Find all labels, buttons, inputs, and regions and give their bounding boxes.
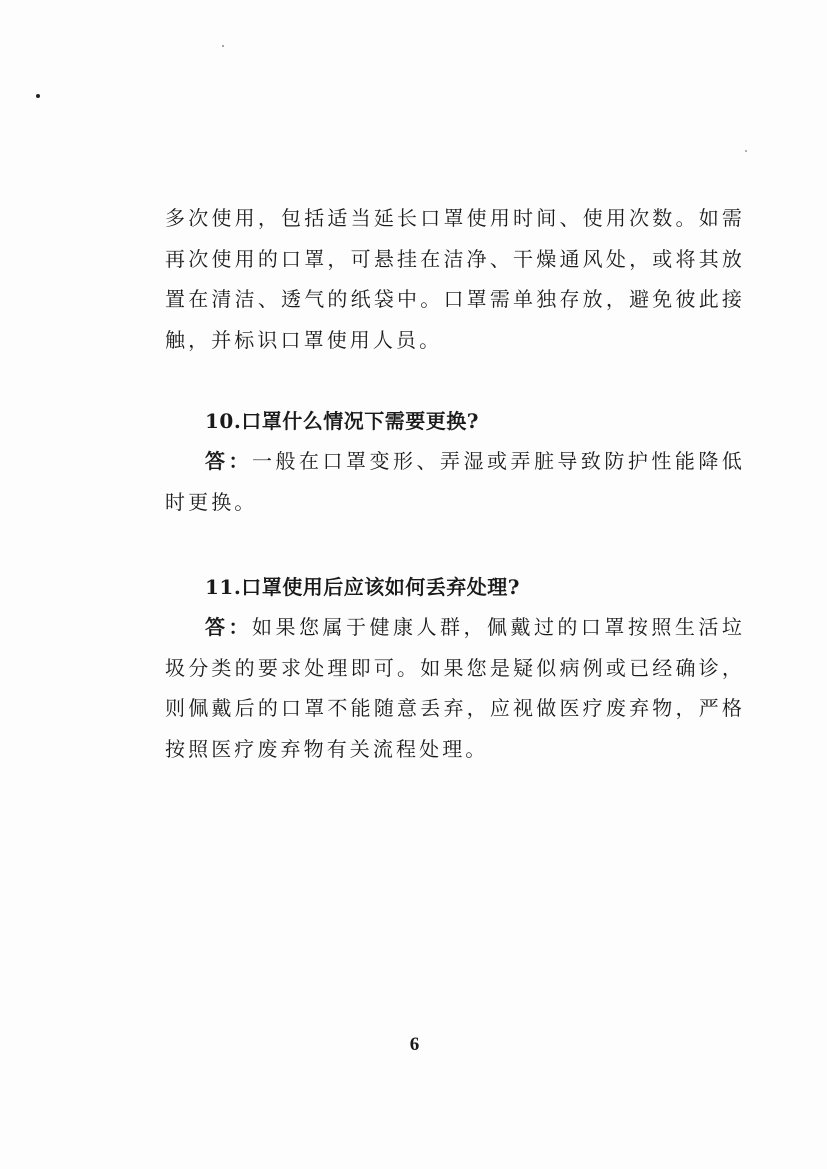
document-body	[165, 198, 745, 769]
question-answer	[165, 607, 745, 769]
scan-speck	[36, 94, 40, 98]
question-title: 11.口罩使用后应该如何丢弃处理?	[205, 575, 521, 599]
answer-text: 一般在口罩变形、弄湿或弄脏导致防护性能降低时更换。	[165, 449, 745, 514]
answer-text: 如果您属于健康人群，佩戴过的口罩按照生活垃圾分类的要求处理即可。如果您是疑似病例或已经确诊，则佩戴后的口罩不能随意丢弃，应视做医疗废弃物，严格按照医疗废弃物有关流程处理。	[165, 615, 745, 761]
scan-speck	[745, 150, 747, 152]
question-title: 10.口罩什么情况下需要更换?	[205, 409, 480, 433]
question-11	[165, 567, 745, 769]
question-10	[165, 401, 745, 522]
page-number: 6	[409, 1034, 420, 1055]
answer-label: 答：	[205, 449, 252, 473]
scan-speck	[222, 45, 224, 47]
question-answer	[165, 441, 745, 522]
continuation-paragraph: 多次使用，包括适当延长口罩使用时间、使用次数。如需再次使用的口罩，可悬挂在洁净、干燥通风处，或将其放置在清洁、透气的纸袋中。口罩需单独存放，避免彼此接触，并标识口罩使用人员。	[165, 206, 745, 352]
answer-label: 答：	[205, 615, 252, 639]
